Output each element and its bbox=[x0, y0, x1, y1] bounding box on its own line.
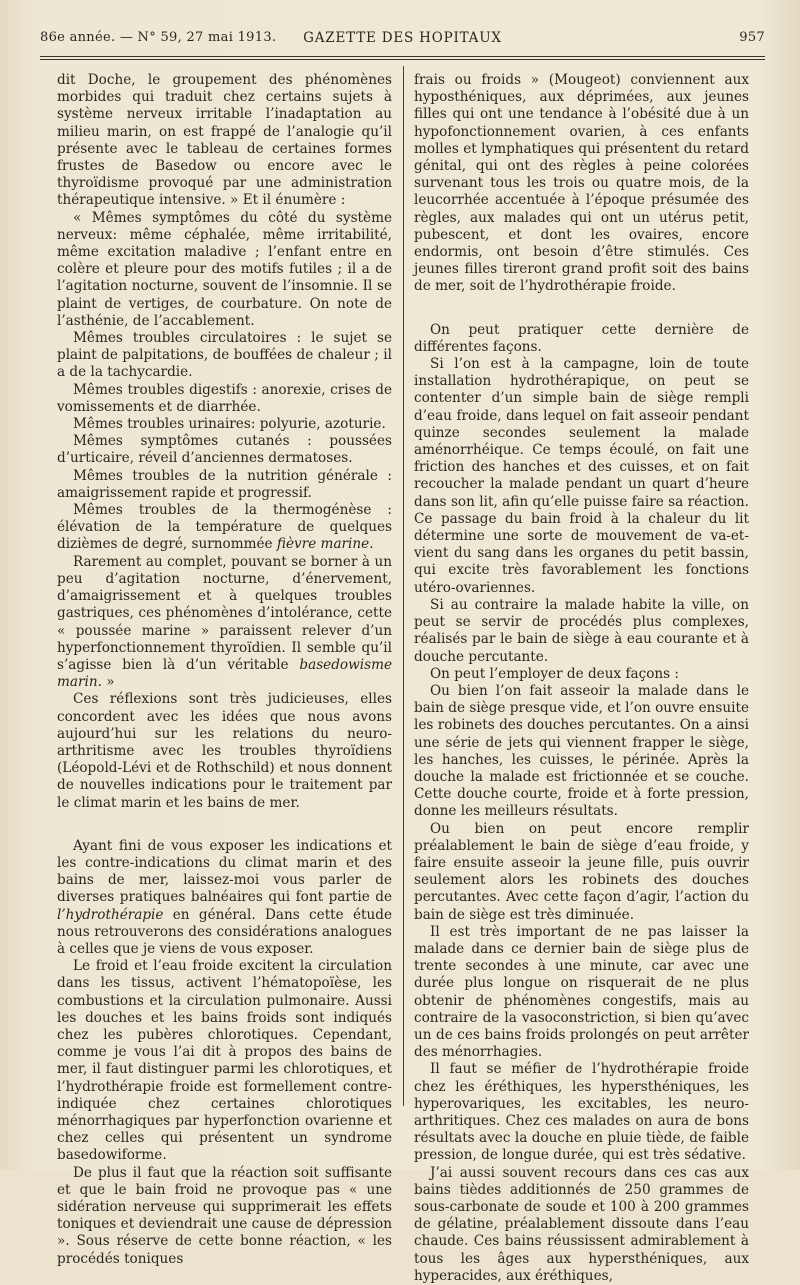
paragraph: Mêmes symptômes cutanés : poussées d’urticaire, réveil d’anciennes dermatoses. bbox=[57, 433, 392, 467]
paragraph: Ou bien l’on fait asseoir la malade dans le bain de siège presque vide, et l’on ouvre ensuite les robinets des douches percutantes. On a ainsi une série de jets qui viennent frapper le siège, les hanches, les cuisses, le périnée. Après la douche la malade est frictionnée et se couche. Cette douche courte, froide et à forte pression, donne les meilleurs résultats. bbox=[414, 682, 749, 820]
closing-quote: » bbox=[101, 674, 115, 691]
paragraph: Mêmes troubles de la nutrition générale : amaigrissement rapide et progressif. bbox=[57, 467, 392, 501]
paragraph-text: en général. Dans cette étude nous retrouverons des considérations analogues à celles que je viens de vous exposer. bbox=[57, 906, 392, 957]
paragraph: Mêmes troubles digestifs : anorexie, crises de vomissements et de diarrhée. bbox=[57, 381, 392, 415]
paragraph-text: Ayant fini de vous exposer les indications et les contre-indications du climat marin et des bains de mer, laissez-moi vous parler de diverses pratiques balnéaires qui font partie de bbox=[57, 837, 392, 906]
paragraph: J’ai aussi souvent recours dans ces cas aux bains tièdes additionnés de 250 grammes de sous-carbonate de soude et 100 à 200 grammes de gélatine, préalablement dissoute dans l’eau chaude. Ces bains réussissent admirablement à tous les âges aux hypersthéniques, aux hyperacides, aux éréthiques, bbox=[414, 1164, 749, 1284]
paragraph: Si l’on est à la campagne, loin de toute installation hydrothérapique, on peut se contenter d’un simple bain de siège rempli d’eau froide, dans lequel on fait asseoir pendant quinze secondes seulement la malade aménorrhéique. Ce temps écoulé, on fait une friction des hanches et des cuisses, et on fait recoucher la malade pendant un quart d’heure dans son lit, afin qu’elle puisse faire sa réaction. Ce passage du bain froid à la chaleur du lit détermine une sorte de mouvement de va-et-vient du sang dans les organes du petit bassin, qui excite très favorablement les fonctions utéro-ovariennes. bbox=[414, 356, 749, 596]
italic-term: basedowisme marin. bbox=[57, 656, 392, 691]
header-rule-thin bbox=[40, 59, 765, 60]
page-header bbox=[40, 30, 765, 54]
paragraph: dit Doche, le groupement des phénomènes morbides qui traduit chez certains sujets à système nerveux irritable l’inadaptation au milieu marin, on est frappé de l’analogie qu’il présente avec le tableau de certaines formes frustes de Basedow ou encore avec le thyroïdisme provoqué par une administration thérapeutique intensive. » Et il énumère : bbox=[57, 72, 392, 209]
paragraph: « Mêmes symptômes du côté du système nerveux: même céphalée, même irritabilité, même excitation maladive ; l’enfant entre en colère et pleure pour des motifs futiles ; il a de l’agitation nocturne, souvent de l’insomnie. Il se plaint de vertiges, de courbature. On note de l’asthénie, de l’accablement. bbox=[57, 209, 392, 329]
italic-term: l’hydrothérapie bbox=[57, 906, 164, 923]
paragraph: Ou bien on peut encore remplir préalablement le bain de siège d’eau froide, y faire ensuite asseoir la jeune fille, puis ouvrir seulement alors les robinets des douches percutantes. Avec cette façon d’agir, l’action du bain de siège est très diminuée. bbox=[414, 820, 749, 923]
paragraph bbox=[57, 554, 392, 692]
issue-info: 86e année. — N° 59, 27 mai 1913. bbox=[40, 30, 277, 45]
paragraph: Si au contraire la malade habite la ville, on peut se servir de procédés plus complexes, réalisés par le bain de siège à eau courante et à douche percutante. bbox=[414, 596, 749, 665]
page-number: 957 bbox=[739, 30, 765, 45]
left-column bbox=[57, 72, 392, 1268]
paragraph-text: Mêmes troubles de la thermogénèse : élévation de la température de quelques dizièmes de degré, surnommée bbox=[57, 502, 392, 553]
column-divider bbox=[403, 66, 404, 1106]
publication-title: GAZETTE DES HOPITAUX bbox=[303, 30, 502, 46]
paragraph: Il faut se méfier de l’hydrothérapie froide chez les éréthiques, les hypersthéniques, les hyperovariques, les excitables, les neuro-arthritiques. Chez ces malades on aura de bons résultats avec la douche en pluie tiède, de faible pression, de longue durée, qui est très sédative. bbox=[414, 1061, 749, 1164]
paragraph: Il est très important de ne pas laisser la malade dans ce dernier bain de siège plus de trente secondes à une minute, car avec une durée plus longue on risquerait de ne plus obtenir de phénomènes congestifs, mais au contraire de la vasoconstriction, si bien qu’avec un de ces bains froids prolongés on peut arrêter des ménorrhagies. bbox=[414, 923, 749, 1061]
paragraph: On peut l’employer de deux façons : bbox=[430, 665, 680, 682]
paragraph: On peut pratiquer cette dernière de différentes façons. bbox=[414, 321, 749, 355]
paragraph bbox=[57, 838, 392, 958]
paragraph: Mêmes troubles urinaires: polyurie, azoturie. bbox=[73, 416, 386, 433]
italic-term: fièvre marine. bbox=[276, 536, 374, 553]
paragraph bbox=[57, 502, 392, 554]
paragraph: Ces réflexions sont très judicieuses, elles concordent avec les idées que nous avons aujourd’hui sur les relations du neuro-arthritisme avec les troubles thyroïdiens (Léopold-Lévi et de Rothschild) et nous donnent de nouvelles indications pour le traitement par le climat marin et les bains de mer. bbox=[57, 691, 392, 811]
paragraph: Le froid et l’eau froide excitent la circulation dans les tissus, activent l’hématopoïèse, les combustions et la circulation pulmonaire. Aussi les douches et les bains froids sont indiqués chez les pubères chlorotiques. Cependant, comme je vous l’ai dit à propos des bains de mer, il faut distinguer parmi les chlorotiques, et l’hydrothérapie froide est formellement contre-indiquée chez certaines chlorotiques ménorrhagiques par hyperfonction ovarienne et chez celles qui présentent un syndrome basedowiforme. bbox=[57, 958, 392, 1164]
paragraph: frais ou froids » (Mougeot) conviennent aux hyposthéniques, aux déprimées, aux jeunes filles qui ont une tendance à l’obésité due à un hypofonctionnement ovarien, à ces enfants molles et lymphatiques qui présentent du retard génital, qui ont des règles à peine colorées survenant tous les trois ou quatre mois, de la leucorrhée accentuée à l’époque présumée des règles, aux malades qui ont un utérus petit, pubescent, et dont les ovaires, encore endormis, ont besoin d’être stimulés. Ces jeunes filles tireront grand profit soit des bains de mer, soit de l’hydrothérapie froide. bbox=[414, 72, 749, 295]
paragraph-text: Rarement au complet, pouvant se borner à un peu d’agitation nocturne, d’énervement, d’amaigrissement et à quelques troubles gastriques, ces phénomènes d’intolérance, cette « poussée marine » paraissent relever d’un hyperfonctionnement thyroïdien. Il semble qu’il s’agisse bien là d’un véritable bbox=[57, 553, 392, 673]
right-column bbox=[414, 72, 749, 1285]
header-rule-thick bbox=[40, 56, 765, 57]
paragraph: Mêmes troubles circulatoires : le sujet se plaint de palpitations, de bouffées de chaleur ; il a de la tachycardie. bbox=[57, 330, 392, 381]
paragraph: De plus il faut que la réaction soit suffisante et que le bain froid ne provoque pas « une sidération nerveuse qui supprimerait les effets toniques et deviendrait une cause de dépression ». Sous réserve de cette bonne réaction, « les procédés toniques bbox=[57, 1164, 392, 1267]
